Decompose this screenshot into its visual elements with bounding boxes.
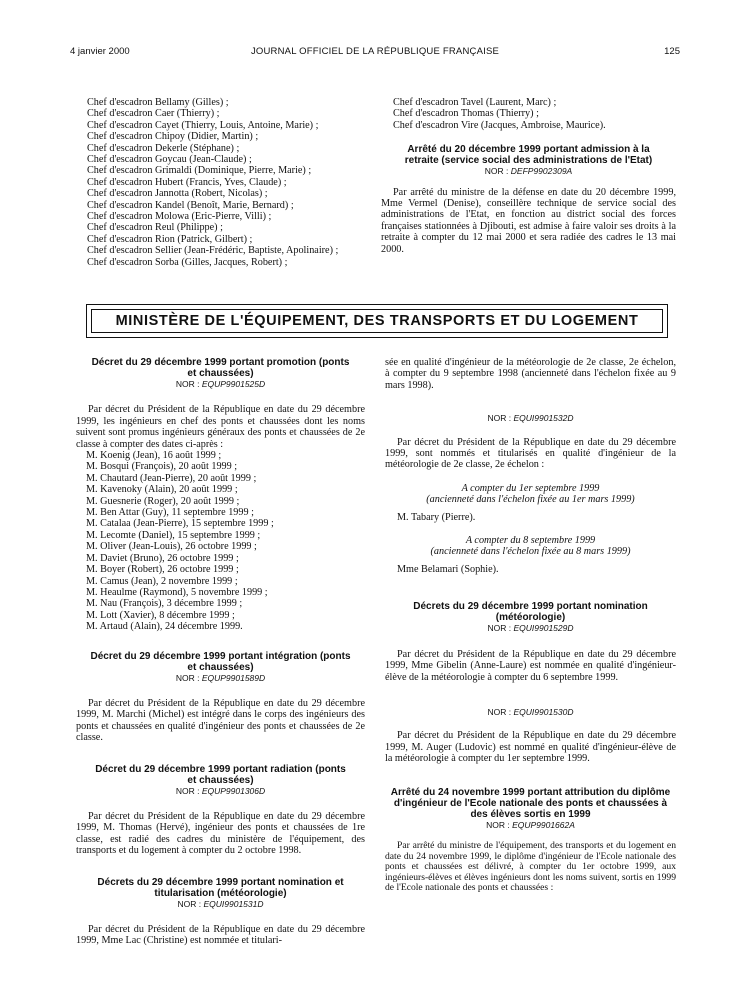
- section-text: Par arrêté du ministre de la défense en date du 20 décembre 1999, Mme Vermel (Denise), conseillère technique de service social des administrations de l'Etat, en fonction au district social des forces françaises stationnées à Djibouti, est admise à faire valoir ses droits à la retraite à compter du 12 mai 2000 et sera radiée des cadres le 13 mai 2000.: [381, 186, 676, 255]
- journal-title: JOURNAL OFFICIEL DE LA RÉPUBLIQUE FRANÇAISE: [250, 46, 500, 57]
- top-left-list: [87, 97, 367, 268]
- appointee-name: M. Tabary (Pierre).: [397, 511, 476, 523]
- list-item: Chef d'escadron Grimaldi (Dominique, Pierre, Marie) ;: [87, 165, 312, 177]
- list-item: M. Catalaa (Jean-Pierre), 15 septembre 1999 ;: [86, 518, 274, 530]
- list-item: M. Kavenoky (Alain), 20 août 1999 ;: [86, 484, 238, 496]
- list-item: Chef d'escadron Tavel (Laurent, Marc) ;: [393, 97, 557, 108]
- list-item: Chef d'escadron Dekerle (Stéphane) ;: [87, 142, 240, 154]
- nor-line: NOR : EQUI9901531D: [177, 898, 264, 909]
- list-item: Chef d'escadron Vire (Jacques, Ambroise, Maurice).: [393, 119, 606, 131]
- anciennete-line: (ancienneté dans l'échelon fixée au 8 mars 1999): [430, 546, 631, 558]
- nor-line: NOR : EQUP9901525D: [175, 379, 266, 389]
- section-title: Arrêté du 24 novembre 1999 portant attribution du diplôme d'ingénieur de l'Ecole nationale des ponts et chaussées à des élèves sortis en 1999: [390, 786, 671, 820]
- list-item: M. Oliver (Jean-Louis), 26 octobre 1999 ;: [86, 541, 257, 553]
- section-text: Par décret du Président de la République en date du 29 décembre 1999, Mme Lac (Christine) est nommée et titulari-: [76, 924, 365, 947]
- list-item: Chef d'escadron Reul (Philippe) ;: [87, 222, 223, 234]
- left-column: [76, 357, 365, 947]
- list-item: Chef d'escadron Thomas (Thierry) ;: [393, 108, 539, 120]
- page-number: 125: [664, 46, 680, 57]
- section-text: Par décret du Président de la République en date du 29 décembre 1999, M. Thomas (Hervé), ingénieur des ponts et chaussées de 1re classe, est radié des cadres du ministère de l'équipement, des transports et du logement à compter du 2 octobre 1998.: [76, 810, 365, 857]
- section-text: Par décret du Président de la République en date du 29 décembre 1999, Mme Gibelin (Anne-Laure) est nommée en qualité d'ingénieur-élève de la météorologie à compter du 6 septembre 1999.: [385, 648, 676, 683]
- appointee-name: Mme Belamari (Sophie).: [397, 563, 499, 575]
- list-item: Chef d'escadron Chipoy (Didier, Martin) ;: [87, 131, 259, 143]
- list-item: M. Lott (Xavier), 8 décembre 1999 ;: [86, 609, 235, 621]
- section-title: Arrêté du 20 décembre 1999 portant admission à la retraite (service social des administrations de l'Etat): [404, 144, 653, 167]
- section-title: Décret du 29 décembre 1999 portant intégration (ponts et chaussées): [90, 650, 351, 673]
- anciennete-line: (ancienneté dans l'échelon fixée au 1er mars 1999): [426, 494, 635, 506]
- section-title: Décret du 29 décembre 1999 portant promotion (ponts et chaussées): [91, 357, 350, 379]
- section-title: Décrets du 29 décembre 1999 portant nomination et titularisation (météorologie): [97, 876, 344, 899]
- nor-line: NOR : EQUP9901589D: [175, 672, 266, 683]
- list-item: Chef d'escadron Kandel (Benoît, Marie, Bernard) ;: [87, 199, 294, 211]
- section-title: Décret du 29 décembre 1999 portant radiation (ponts et chaussées): [95, 763, 346, 786]
- nor-line: NOR : EQUI9901530D: [487, 706, 574, 717]
- nor-line: NOR : EQUI9901532D: [487, 413, 574, 424]
- ministry-banner: MINISTÈRE DE L'ÉQUIPEMENT, DES TRANSPORTS ET DU LOGEMENT: [91, 309, 663, 333]
- list-item: Chef d'escadron Jannotta (Robert, Nicolas) ;: [87, 188, 268, 200]
- list-item: M. Chautard (Jean-Pierre), 20 août 1999 ;: [86, 472, 257, 484]
- list-item: M. Heaulme (Raymond), 5 novembre 1999 ;: [86, 586, 268, 598]
- list-item: M. Guesnerie (Roger), 20 août 1999 ;: [86, 495, 240, 507]
- list-item: M. Koenig (Jean), 16 août 1999 ;: [86, 450, 222, 462]
- list-item: Chef d'escadron Cayet (Thierry, Louis, Antoine, Marie) ;: [87, 119, 319, 131]
- nor-line: NOR : EQUI9901529D: [487, 623, 574, 634]
- list-item: Chef d'escadron Bellamy (Gilles) ;: [87, 97, 229, 108]
- list-item: M. Artaud (Alain), 24 décembre 1999.: [86, 621, 243, 633]
- date-line: A compter du 8 septembre 1999: [465, 535, 596, 547]
- list-item: M. Bosqui (François), 20 août 1999 ;: [86, 461, 238, 473]
- list-item: Chef d'escadron Sellier (Jean-Frédéric, Baptiste, Apolinaire) ;: [87, 245, 339, 257]
- list-item: Chef d'escadron Molowa (Eric-Pierre, Villi) ;: [87, 211, 272, 223]
- continued-text: sée en qualité d'ingénieur de la météorologie de 2e classe, 2e échelon, à compter du 9 septembre 1998 (ancienneté dans l'échelon fixée au 9 mars 1998).: [385, 357, 676, 391]
- list-item: M. Boyer (Robert), 26 octobre 1999 ;: [86, 564, 239, 576]
- list-item: Chef d'escadron Sorba (Gilles, Jacques, Robert) ;: [87, 256, 288, 268]
- list-item: Chef d'escadron Caer (Thierry) ;: [87, 108, 220, 120]
- section-text: Par décret du Président de la République en date du 29 décembre 1999, sont nommés et titularisés en qualité d'ingénieur de la météorologie de 2e classe, 2e échelon :: [385, 436, 676, 471]
- section-text: Par décret du Président de la République en date du 29 décembre 1999, M. Marchi (Michel) est intégré dans le corps des ingénieurs des ponts et chaussées en qualité d'ingénieur des ponts et chaussées de 2e classe.: [76, 697, 365, 744]
- list-item: Chef d'escadron Rion (Patrick, Gilbert) ;: [87, 233, 253, 245]
- section-title: Décrets du 29 décembre 1999 portant nomination (météorologie): [413, 601, 648, 624]
- header-date: 4 janvier 2000: [70, 46, 130, 57]
- section-text: Par décret du Président de la République en date du 29 décembre 1999, M. Auger (Ludovic) est nommé en qualité d'ingénieur-élève de la météorologie à compter du 1er septembre 1999.: [385, 730, 676, 765]
- nor-line: NOR : EQUP9901306D: [175, 785, 266, 796]
- list-item: Chef d'escadron Goycau (Jean-Claude) ;: [87, 154, 252, 166]
- list-item: M. Camus (Jean), 2 novembre 1999 ;: [86, 575, 238, 587]
- page-header: [70, 46, 680, 60]
- list-item: M. Lecomte (Daniel), 15 septembre 1999 ;: [86, 529, 261, 541]
- nor-line: NOR : DEFP9902309A: [484, 166, 573, 177]
- list-item: M. Nau (François), 3 décembre 1999 ;: [86, 598, 243, 610]
- right-column: [385, 357, 676, 894]
- list-item: M. Daviet (Bruno), 26 octobre 1999 ;: [86, 552, 239, 564]
- section-text: Par décret du Président de la République en date du 29 décembre 1999, les ingénieurs en chef des ponts et chaussées dont les noms suivent sont promus ingénieurs généraux des ponts et chaussées de 2e classe à compter des dates ci-après :: [76, 404, 365, 450]
- list-item: M. Ben Attar (Guy), 11 septembre 1999 ;: [86, 507, 254, 519]
- list-item: Chef d'escadron Hubert (Francis, Yves, Claude) ;: [87, 176, 287, 188]
- top-right-column: [381, 97, 676, 255]
- section-text: Par arrêté du ministre de l'équipement, des transports et du logement en date du 24 novembre 1999, le diplôme d'ingénieur de l'Ecole nationale des ponts et chaussées est délivré, à compter du 1er octobre 1999, aux ingénieurs-élèves et élèves ingénieurs dont les noms suivent, sortis en 1999 de l'Ecole nationale des ponts et chaussées :: [385, 839, 676, 894]
- date-line: A compter du 1er septembre 1999: [461, 482, 600, 494]
- nor-line: NOR : EQUP9901662A: [486, 819, 575, 830]
